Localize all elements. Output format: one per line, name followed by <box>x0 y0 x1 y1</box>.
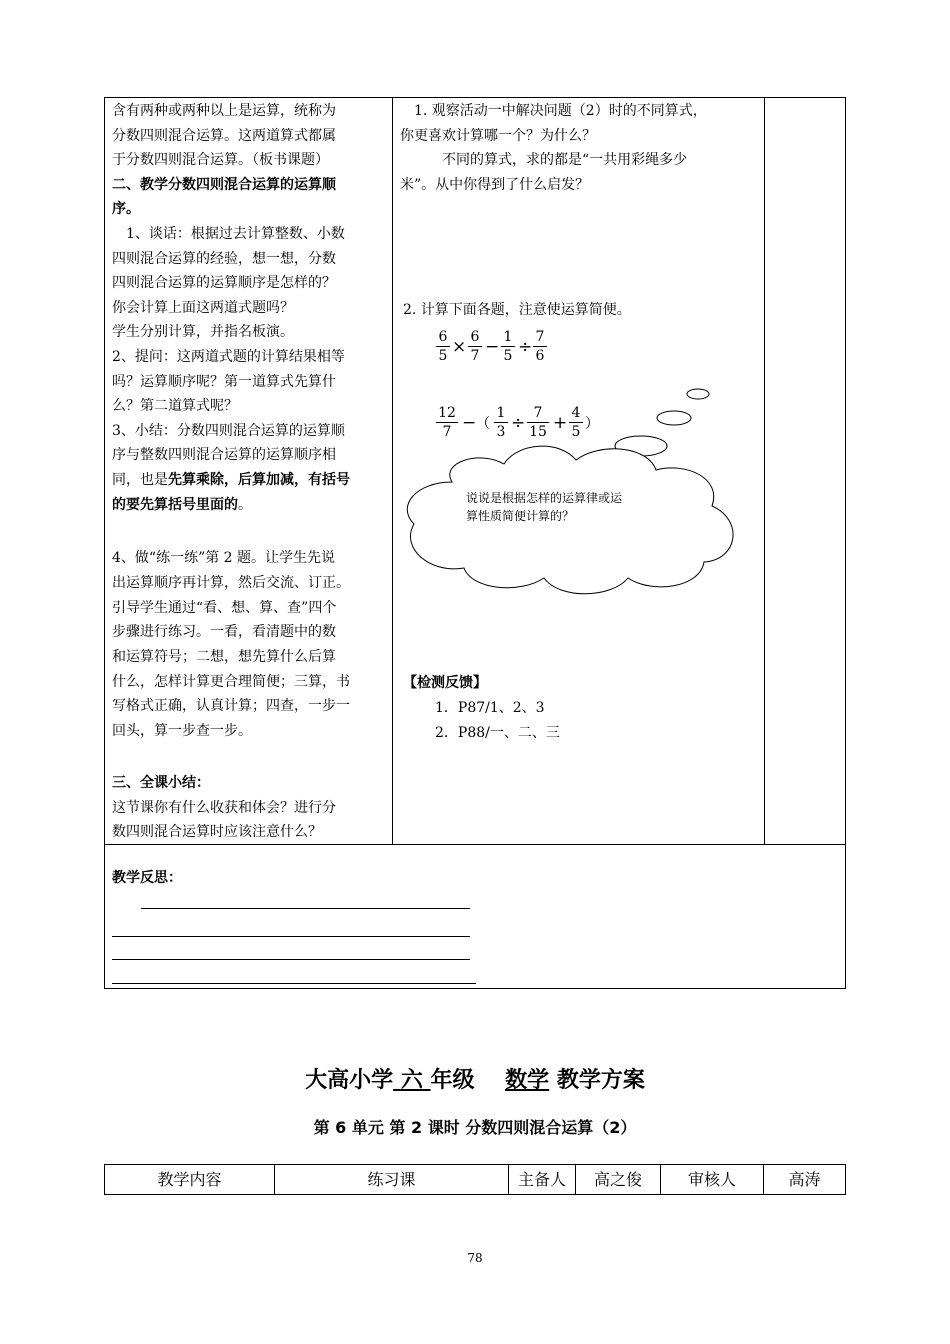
table-border-bottom <box>104 988 846 989</box>
practice-line: 和运算符号；二想，想先算什么后算 <box>112 649 336 665</box>
reflection-line <box>112 983 476 984</box>
question-2: 2. 计算下面各题，注意使运算简便。 <box>403 302 631 318</box>
talk-line: 1、谈话：根据过去计算整数、小数 <box>112 226 345 242</box>
plus-operator: + <box>553 413 568 433</box>
grade-suffix: 年级 <box>430 1068 475 1093</box>
info-border-bottom <box>104 1194 846 1195</box>
summary-rule-1: 先算乘除，后算加减，有括号 <box>168 472 350 488</box>
denominator: 5 <box>438 348 448 364</box>
subject: 数学 <box>505 1068 550 1093</box>
left-paren: （ <box>476 416 490 432</box>
cell-content-value: 练习课 <box>367 1170 416 1189</box>
reflection-line <box>112 959 470 960</box>
intro-line-3: 于分数四则混合运算。（板书课题） <box>112 152 329 168</box>
reflection-line <box>112 936 470 937</box>
fraction <box>468 329 482 364</box>
talk-line: 2、提问：这两道式题的计算结果相等 <box>112 349 345 365</box>
numerator: 7 <box>533 405 543 421</box>
denominator: 5 <box>571 424 581 440</box>
section-heading-3: 三、全课小结： <box>112 775 210 791</box>
cell-content-label: 教学内容 <box>157 1170 222 1189</box>
question-1-line-3: 不同的算式，求的都是“一共用彩绳多少 <box>400 152 688 168</box>
cell-author-value: 高之俊 <box>593 1170 642 1189</box>
talk-line: 序与整数四则混合运算的运算顺序相 <box>112 447 336 463</box>
summary-rule-2: 的要先算括号里面的 <box>112 497 238 513</box>
summary-line <box>112 468 350 493</box>
info-divider <box>845 1164 846 1195</box>
question-1-line-4: 米”。从中你得到了什么启发？ <box>400 177 590 193</box>
numerator: 4 <box>571 405 581 421</box>
numerator: 12 <box>438 405 456 421</box>
practice-line: 步骤进行练习。一看，看清题中的数 <box>112 624 336 640</box>
school-name: 大高小学 <box>305 1068 394 1093</box>
page-title <box>0 1063 950 1094</box>
feedback-heading: 【检测反馈】 <box>403 675 487 691</box>
table-border-left <box>104 97 105 988</box>
intro-line-2: 分数四则混合运算。这两道算式都属 <box>112 128 336 144</box>
talk-line: 学生分别计算，并指名板演。 <box>112 324 294 340</box>
question-1-line-2: 你更喜欢计算哪一个？为什么？ <box>400 128 596 144</box>
table-divider-1 <box>392 97 393 844</box>
cloud-text-1: 说说是根据怎样的运算律或运 <box>466 491 623 505</box>
numerator: 1 <box>503 329 513 345</box>
fraction <box>533 329 547 364</box>
minus-operator: − <box>462 413 477 433</box>
talk-line: 3、小结：分数四则混合运算的运算顺 <box>112 423 345 439</box>
cloud-text-2: 算性质简便计算的？ <box>466 509 575 523</box>
talk-line: 么？第二道算式呢？ <box>112 398 238 414</box>
info-border-top <box>104 1164 846 1165</box>
numerator: 7 <box>535 329 545 345</box>
practice-line: 写格式正确，认真计算；四查，一步一 <box>112 698 350 714</box>
feedback-item-1: 1．P87/1、2、3 <box>435 700 545 716</box>
talk-line: 吗？运算顺序呢？第一道算式先算什 <box>112 374 336 390</box>
reflection-label: 教学反思： <box>112 870 182 886</box>
numerator: 1 <box>496 405 506 421</box>
minus-operator: − <box>485 337 500 357</box>
section-heading-2b: 序。 <box>112 201 140 217</box>
practice-line: 引导学生通过“看、想、算、查”四个 <box>112 600 337 616</box>
practice-line: 4、做“练一练”第 2 题。让学生先说 <box>112 550 336 566</box>
numerator: 6 <box>438 329 448 345</box>
practice-line: 回头，算一步查一步。 <box>112 723 252 739</box>
denominator: 6 <box>535 348 545 364</box>
denominator: 7 <box>470 348 480 364</box>
cell-reviewer-value: 高涛 <box>788 1170 821 1189</box>
fraction <box>501 329 515 364</box>
denominator: 7 <box>442 424 452 440</box>
times-operator: × <box>452 337 467 357</box>
practice-line: 什么，怎样计算更合理简便；三算，书 <box>112 674 350 690</box>
lesson-subtitle: 第 6 单元 第 2 课时 分数四则混合运算（2） <box>313 1118 637 1137</box>
table-border-right <box>845 97 846 988</box>
talk-line: 你会计算上面这两道式题吗？ <box>112 300 294 316</box>
denominator: 5 <box>503 348 513 364</box>
reflection-line <box>141 908 470 909</box>
closing-line: 这节课你有什么收获和体会？进行分 <box>112 800 336 816</box>
plan-label: 教学方案 <box>556 1068 645 1093</box>
talk-line: 四则混合运算的经验，想一想，分数 <box>112 251 336 267</box>
denominator: 15 <box>529 424 547 440</box>
closing-line: 数四则混合运算时应该注意什么？ <box>112 824 322 840</box>
numerator: 6 <box>470 329 480 345</box>
denominator: 3 <box>496 424 506 440</box>
talk-line: 四则混合运算的运算顺序是怎样的？ <box>112 275 336 291</box>
summary-prefix: 同，也是 <box>112 472 168 488</box>
feedback-item-2: 2．P88/一、二、三 <box>435 725 560 741</box>
page-number: 78 <box>467 1251 483 1265</box>
divide-operator: ÷ <box>518 337 533 357</box>
summary-line <box>112 493 252 518</box>
divide-operator: ÷ <box>511 413 526 433</box>
cell-author-label: 主备人 <box>517 1170 566 1189</box>
section-heading-2a: 二、教学分数四则混合运算的运算顺 <box>112 177 336 193</box>
grade-value <box>393 1068 430 1093</box>
right-paren: ） <box>585 416 599 432</box>
cell-reviewer-label: 审核人 <box>687 1170 736 1189</box>
table-divider-2 <box>764 97 765 844</box>
summary-end: 。 <box>238 497 252 513</box>
table-border-top <box>104 97 846 98</box>
fraction <box>436 329 450 364</box>
question-1-line-1: 1. 观察活动一中解决问题（2）时的不同算式， <box>400 103 707 119</box>
grade-number: 六 <box>400 1068 423 1093</box>
intro-line-1: 含有两种或两种以上是运算，统称为 <box>112 103 336 119</box>
practice-line: 出运算顺序再计算，然后交流、订正。 <box>112 575 350 591</box>
